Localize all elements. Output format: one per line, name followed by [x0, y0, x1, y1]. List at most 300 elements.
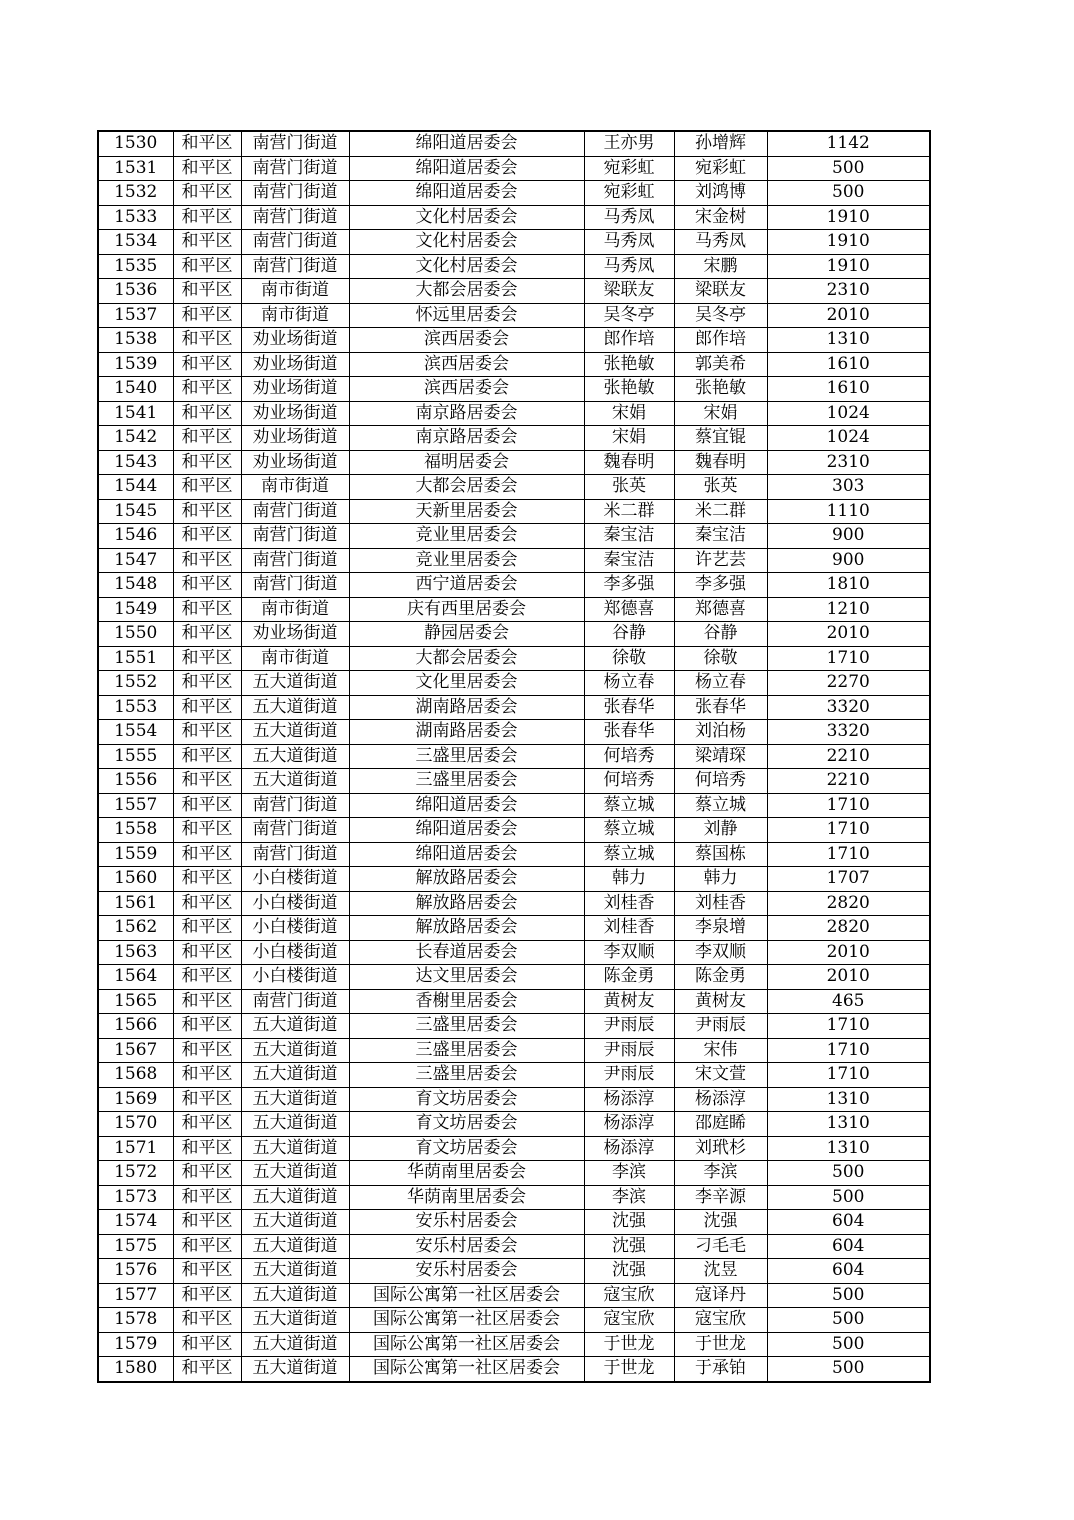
amount-cell: 1610: [767, 352, 930, 377]
table-row: [98, 548, 930, 573]
member-cell: 郭美希: [674, 352, 767, 377]
amount-cell: 1024: [767, 426, 930, 451]
street-cell: 五大道街道: [241, 1038, 349, 1063]
row-index-cell: 1557: [98, 793, 173, 818]
street-cell: 五大道街道: [241, 1332, 349, 1357]
amount-cell: 2820: [767, 891, 930, 916]
member-cell: 马秀凤: [674, 230, 767, 255]
member-cell: 杨添淳: [674, 1087, 767, 1112]
committee-cell: 静园居委会: [349, 622, 584, 647]
table-row: [98, 1259, 930, 1284]
street-cell: 小白楼街道: [241, 916, 349, 941]
committee-cell: 滨西居委会: [349, 377, 584, 402]
amount-cell: 1710: [767, 646, 930, 671]
row-index-cell: 1551: [98, 646, 173, 671]
member-cell: 郎作培: [674, 328, 767, 353]
table-row: [98, 1063, 930, 1088]
applicant-cell: 杨添淳: [584, 1136, 674, 1161]
table-row: [98, 1210, 930, 1235]
applicant-cell: 张英: [584, 475, 674, 500]
committee-cell: 湖南路居委会: [349, 720, 584, 745]
district-cell: 和平区: [173, 769, 241, 794]
street-cell: 五大道街道: [241, 1014, 349, 1039]
district-cell: 和平区: [173, 1185, 241, 1210]
district-cell: 和平区: [173, 1087, 241, 1112]
row-index-cell: 1540: [98, 377, 173, 402]
member-cell: 刁毛毛: [674, 1234, 767, 1259]
committee-cell: 育文坊居委会: [349, 1112, 584, 1137]
applicant-cell: 寇宝欣: [584, 1283, 674, 1308]
district-cell: 和平区: [173, 842, 241, 867]
row-index-cell: 1548: [98, 573, 173, 598]
amount-cell: 1910: [767, 254, 930, 279]
committee-cell: 国际公寓第一社区居委会: [349, 1283, 584, 1308]
committee-cell: 安乐村居委会: [349, 1234, 584, 1259]
member-cell: 米二群: [674, 499, 767, 524]
amount-cell: 1707: [767, 867, 930, 892]
applicant-cell: 李滨: [584, 1185, 674, 1210]
street-cell: 南市街道: [241, 303, 349, 328]
applicant-cell: 宛彩虹: [584, 181, 674, 206]
amount-cell: 2010: [767, 303, 930, 328]
amount-cell: 1910: [767, 230, 930, 255]
committee-cell: 长春道居委会: [349, 940, 584, 965]
row-index-cell: 1537: [98, 303, 173, 328]
district-cell: 和平区: [173, 475, 241, 500]
committee-cell: 文化村居委会: [349, 230, 584, 255]
committee-cell: 福明居委会: [349, 450, 584, 475]
district-cell: 和平区: [173, 1283, 241, 1308]
applicant-cell: 于世龙: [584, 1332, 674, 1357]
table-row: [98, 1087, 930, 1112]
district-cell: 和平区: [173, 891, 241, 916]
member-cell: 梁联友: [674, 279, 767, 304]
amount-cell: 2010: [767, 622, 930, 647]
district-cell: 和平区: [173, 597, 241, 622]
committee-cell: 绵阳道居委会: [349, 181, 584, 206]
district-cell: 和平区: [173, 1112, 241, 1137]
street-cell: 五大道街道: [241, 1234, 349, 1259]
applicant-cell: 吴冬亭: [584, 303, 674, 328]
applicant-cell: 张艳敏: [584, 377, 674, 402]
row-index-cell: 1530: [98, 131, 173, 156]
committee-cell: 文化村居委会: [349, 205, 584, 230]
committee-cell: 解放路居委会: [349, 867, 584, 892]
street-cell: 劝业场街道: [241, 328, 349, 353]
committee-cell: 大都会居委会: [349, 279, 584, 304]
committee-cell: 国际公寓第一社区居委会: [349, 1332, 584, 1357]
member-cell: 梁靖琛: [674, 744, 767, 769]
district-cell: 和平区: [173, 1014, 241, 1039]
row-index-cell: 1574: [98, 1210, 173, 1235]
committee-cell: 达文里居委会: [349, 965, 584, 990]
applicant-cell: 徐敬: [584, 646, 674, 671]
district-cell: 和平区: [173, 671, 241, 696]
street-cell: 小白楼街道: [241, 940, 349, 965]
amount-cell: 1310: [767, 1136, 930, 1161]
applicant-cell: 宋娟: [584, 401, 674, 426]
table-row: [98, 1308, 930, 1333]
table-row: [98, 793, 930, 818]
district-cell: 和平区: [173, 450, 241, 475]
district-cell: 和平区: [173, 352, 241, 377]
row-index-cell: 1539: [98, 352, 173, 377]
applicant-cell: 张艳敏: [584, 352, 674, 377]
table-row: [98, 303, 930, 328]
member-cell: 蔡国栋: [674, 842, 767, 867]
committee-cell: 怀远里居委会: [349, 303, 584, 328]
member-cell: 于承铂: [674, 1357, 767, 1382]
member-cell: 沈强: [674, 1210, 767, 1235]
amount-cell: 500: [767, 1283, 930, 1308]
member-cell: 李多强: [674, 573, 767, 598]
street-cell: 五大道街道: [241, 1063, 349, 1088]
table-row: [98, 426, 930, 451]
member-cell: 秦宝洁: [674, 524, 767, 549]
table-row: [98, 891, 930, 916]
applicant-cell: 杨立春: [584, 671, 674, 696]
applicant-cell: 刘桂香: [584, 916, 674, 941]
table-row: [98, 867, 930, 892]
row-index-cell: 1538: [98, 328, 173, 353]
committee-cell: 绵阳道居委会: [349, 818, 584, 843]
amount-cell: 1142: [767, 131, 930, 156]
street-cell: 劝业场街道: [241, 377, 349, 402]
table-row: [98, 1234, 930, 1259]
street-cell: 五大道街道: [241, 1259, 349, 1284]
amount-cell: 500: [767, 1308, 930, 1333]
committee-cell: 南京路居委会: [349, 426, 584, 451]
applicant-cell: 于世龙: [584, 1357, 674, 1382]
table-row: [98, 695, 930, 720]
district-cell: 和平区: [173, 1210, 241, 1235]
member-cell: 于世龙: [674, 1332, 767, 1357]
row-index-cell: 1531: [98, 156, 173, 181]
amount-cell: 2820: [767, 916, 930, 941]
applicant-cell: 蔡立城: [584, 842, 674, 867]
committee-cell: 竞业里居委会: [349, 524, 584, 549]
district-cell: 和平区: [173, 965, 241, 990]
street-cell: 五大道街道: [241, 1357, 349, 1382]
district-cell: 和平区: [173, 1234, 241, 1259]
committee-cell: 滨西居委会: [349, 328, 584, 353]
amount-cell: 2310: [767, 450, 930, 475]
table-row: [98, 1014, 930, 1039]
committee-cell: 解放路居委会: [349, 891, 584, 916]
row-index-cell: 1559: [98, 842, 173, 867]
row-index-cell: 1576: [98, 1259, 173, 1284]
district-cell: 和平区: [173, 548, 241, 573]
member-cell: 邵庭睎: [674, 1112, 767, 1137]
member-cell: 刘鸿博: [674, 181, 767, 206]
applicant-cell: 杨添淳: [584, 1087, 674, 1112]
applicant-cell: 蔡立城: [584, 793, 674, 818]
street-cell: 小白楼街道: [241, 867, 349, 892]
amount-cell: 1210: [767, 597, 930, 622]
row-index-cell: 1563: [98, 940, 173, 965]
row-index-cell: 1565: [98, 989, 173, 1014]
committee-cell: 湖南路居委会: [349, 695, 584, 720]
committee-cell: 安乐村居委会: [349, 1210, 584, 1235]
table-row: [98, 769, 930, 794]
records-table: [97, 130, 931, 1383]
amount-cell: 3320: [767, 720, 930, 745]
applicant-cell: 黄树友: [584, 989, 674, 1014]
table-row: [98, 940, 930, 965]
table-row: [98, 622, 930, 647]
applicant-cell: 李多强: [584, 573, 674, 598]
committee-cell: 滨西居委会: [349, 352, 584, 377]
member-cell: 张春华: [674, 695, 767, 720]
applicant-cell: 李滨: [584, 1161, 674, 1186]
row-index-cell: 1561: [98, 891, 173, 916]
district-cell: 和平区: [173, 205, 241, 230]
table-row: [98, 181, 930, 206]
amount-cell: 900: [767, 548, 930, 573]
district-cell: 和平区: [173, 1063, 241, 1088]
member-cell: 寇宝欣: [674, 1308, 767, 1333]
street-cell: 五大道街道: [241, 744, 349, 769]
row-index-cell: 1578: [98, 1308, 173, 1333]
amount-cell: 500: [767, 1185, 930, 1210]
district-cell: 和平区: [173, 131, 241, 156]
row-index-cell: 1569: [98, 1087, 173, 1112]
table-row: [98, 352, 930, 377]
row-index-cell: 1533: [98, 205, 173, 230]
applicant-cell: 沈强: [584, 1210, 674, 1235]
table-row: [98, 328, 930, 353]
amount-cell: 1710: [767, 1063, 930, 1088]
street-cell: 南营门街道: [241, 230, 349, 255]
table-row: [98, 401, 930, 426]
district-cell: 和平区: [173, 377, 241, 402]
row-index-cell: 1570: [98, 1112, 173, 1137]
street-cell: 小白楼街道: [241, 965, 349, 990]
member-cell: 许艺芸: [674, 548, 767, 573]
committee-cell: 竞业里居委会: [349, 548, 584, 573]
table-row: [98, 818, 930, 843]
member-cell: 谷静: [674, 622, 767, 647]
amount-cell: 500: [767, 1161, 930, 1186]
row-index-cell: 1579: [98, 1332, 173, 1357]
row-index-cell: 1556: [98, 769, 173, 794]
member-cell: 杨立春: [674, 671, 767, 696]
member-cell: 吴冬亭: [674, 303, 767, 328]
committee-cell: 三盛里居委会: [349, 744, 584, 769]
applicant-cell: 李双顺: [584, 940, 674, 965]
applicant-cell: 马秀凤: [584, 254, 674, 279]
street-cell: 南市街道: [241, 475, 349, 500]
applicant-cell: 郎作培: [584, 328, 674, 353]
applicant-cell: 谷静: [584, 622, 674, 647]
applicant-cell: 张春华: [584, 695, 674, 720]
street-cell: 五大道街道: [241, 1161, 349, 1186]
amount-cell: 2010: [767, 940, 930, 965]
district-cell: 和平区: [173, 499, 241, 524]
street-cell: 五大道街道: [241, 720, 349, 745]
row-index-cell: 1534: [98, 230, 173, 255]
street-cell: 南营门街道: [241, 818, 349, 843]
district-cell: 和平区: [173, 573, 241, 598]
committee-cell: 育文坊居委会: [349, 1087, 584, 1112]
row-index-cell: 1558: [98, 818, 173, 843]
applicant-cell: 韩力: [584, 867, 674, 892]
amount-cell: 500: [767, 1332, 930, 1357]
committee-cell: 庆有西里居委会: [349, 597, 584, 622]
amount-cell: 1024: [767, 401, 930, 426]
applicant-cell: 蔡立城: [584, 818, 674, 843]
street-cell: 五大道街道: [241, 1185, 349, 1210]
district-cell: 和平区: [173, 695, 241, 720]
committee-cell: 国际公寓第一社区居委会: [349, 1357, 584, 1382]
table-row: [98, 646, 930, 671]
amount-cell: 2210: [767, 769, 930, 794]
committee-cell: 大都会居委会: [349, 646, 584, 671]
row-index-cell: 1550: [98, 622, 173, 647]
district-cell: 和平区: [173, 1038, 241, 1063]
row-index-cell: 1567: [98, 1038, 173, 1063]
street-cell: 五大道街道: [241, 1210, 349, 1235]
table-body: [98, 131, 930, 1382]
row-index-cell: 1564: [98, 965, 173, 990]
table-row: [98, 671, 930, 696]
applicant-cell: 尹雨辰: [584, 1014, 674, 1039]
street-cell: 劝业场街道: [241, 450, 349, 475]
amount-cell: 1810: [767, 573, 930, 598]
applicant-cell: 何培秀: [584, 744, 674, 769]
district-cell: 和平区: [173, 1308, 241, 1333]
table-row: [98, 989, 930, 1014]
committee-cell: 香榭里居委会: [349, 989, 584, 1014]
district-cell: 和平区: [173, 524, 241, 549]
applicant-cell: 张春华: [584, 720, 674, 745]
amount-cell: 1110: [767, 499, 930, 524]
table-row: [98, 1332, 930, 1357]
member-cell: 郑德喜: [674, 597, 767, 622]
row-index-cell: 1542: [98, 426, 173, 451]
applicant-cell: 杨添淳: [584, 1112, 674, 1137]
committee-cell: 绵阳道居委会: [349, 842, 584, 867]
street-cell: 劝业场街道: [241, 401, 349, 426]
member-cell: 蔡立城: [674, 793, 767, 818]
table-row: [98, 720, 930, 745]
street-cell: 南营门街道: [241, 573, 349, 598]
district-cell: 和平区: [173, 426, 241, 451]
street-cell: 南营门街道: [241, 989, 349, 1014]
applicant-cell: 马秀凤: [584, 205, 674, 230]
row-index-cell: 1552: [98, 671, 173, 696]
table-row: [98, 842, 930, 867]
member-cell: 陈金勇: [674, 965, 767, 990]
member-cell: 宋金树: [674, 205, 767, 230]
row-index-cell: 1553: [98, 695, 173, 720]
applicant-cell: 何培秀: [584, 769, 674, 794]
table-row: [98, 377, 930, 402]
applicant-cell: 沈强: [584, 1234, 674, 1259]
row-index-cell: 1580: [98, 1357, 173, 1382]
member-cell: 宋伟: [674, 1038, 767, 1063]
committee-cell: 绵阳道居委会: [349, 156, 584, 181]
table-row: [98, 131, 930, 156]
row-index-cell: 1546: [98, 524, 173, 549]
row-index-cell: 1532: [98, 181, 173, 206]
street-cell: 劝业场街道: [241, 352, 349, 377]
committee-cell: 三盛里居委会: [349, 1038, 584, 1063]
member-cell: 黄树友: [674, 989, 767, 1014]
table-row: [98, 279, 930, 304]
applicant-cell: 王亦男: [584, 131, 674, 156]
member-cell: 刘桂香: [674, 891, 767, 916]
row-index-cell: 1545: [98, 499, 173, 524]
committee-cell: 三盛里居委会: [349, 1063, 584, 1088]
applicant-cell: 尹雨辰: [584, 1038, 674, 1063]
district-cell: 和平区: [173, 156, 241, 181]
member-cell: 宋文萱: [674, 1063, 767, 1088]
street-cell: 南营门街道: [241, 181, 349, 206]
committee-cell: 育文坊居委会: [349, 1136, 584, 1161]
table-row: [98, 230, 930, 255]
row-index-cell: 1566: [98, 1014, 173, 1039]
member-cell: 刘玳杉: [674, 1136, 767, 1161]
amount-cell: 2210: [767, 744, 930, 769]
applicant-cell: 宛彩虹: [584, 156, 674, 181]
committee-cell: 国际公寓第一社区居委会: [349, 1308, 584, 1333]
amount-cell: 1710: [767, 793, 930, 818]
amount-cell: 1710: [767, 1014, 930, 1039]
street-cell: 五大道街道: [241, 1283, 349, 1308]
table-row: [98, 254, 930, 279]
member-cell: 何培秀: [674, 769, 767, 794]
row-index-cell: 1573: [98, 1185, 173, 1210]
district-cell: 和平区: [173, 181, 241, 206]
amount-cell: 2310: [767, 279, 930, 304]
applicant-cell: 宋娟: [584, 426, 674, 451]
street-cell: 南市街道: [241, 646, 349, 671]
amount-cell: 1310: [767, 1087, 930, 1112]
member-cell: 魏春明: [674, 450, 767, 475]
amount-cell: 465: [767, 989, 930, 1014]
member-cell: 寇译丹: [674, 1283, 767, 1308]
applicant-cell: 尹雨辰: [584, 1063, 674, 1088]
amount-cell: 1310: [767, 328, 930, 353]
street-cell: 小白楼街道: [241, 891, 349, 916]
member-cell: 李泉增: [674, 916, 767, 941]
district-cell: 和平区: [173, 646, 241, 671]
row-index-cell: 1571: [98, 1136, 173, 1161]
table-row: [98, 1161, 930, 1186]
amount-cell: 900: [767, 524, 930, 549]
amount-cell: 500: [767, 181, 930, 206]
street-cell: 五大道街道: [241, 671, 349, 696]
member-cell: 张英: [674, 475, 767, 500]
district-cell: 和平区: [173, 622, 241, 647]
table-row: [98, 1357, 930, 1382]
amount-cell: 303: [767, 475, 930, 500]
row-index-cell: 1572: [98, 1161, 173, 1186]
member-cell: 李双顺: [674, 940, 767, 965]
district-cell: 和平区: [173, 303, 241, 328]
row-index-cell: 1562: [98, 916, 173, 941]
amount-cell: 500: [767, 1357, 930, 1382]
row-index-cell: 1535: [98, 254, 173, 279]
member-cell: 蔡宜锟: [674, 426, 767, 451]
applicant-cell: 刘桂香: [584, 891, 674, 916]
table-row: [98, 205, 930, 230]
row-index-cell: 1541: [98, 401, 173, 426]
committee-cell: 华荫南里居委会: [349, 1161, 584, 1186]
amount-cell: 604: [767, 1234, 930, 1259]
street-cell: 五大道街道: [241, 1087, 349, 1112]
